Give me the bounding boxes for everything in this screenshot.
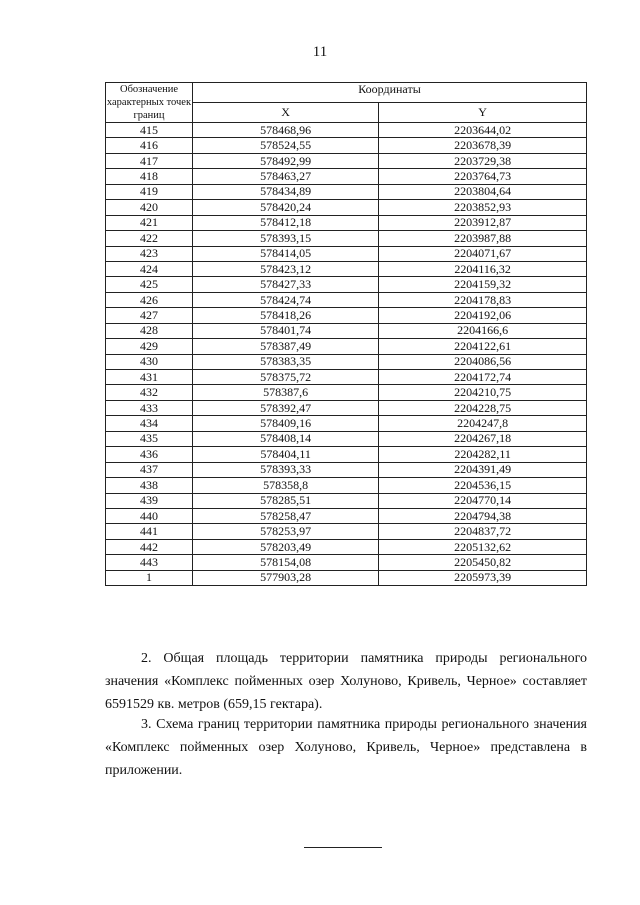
x-cell: 578492,99	[193, 153, 379, 168]
x-cell: 578387,49	[193, 339, 379, 354]
y-cell: 2203644,02	[379, 123, 587, 138]
point-cell: 430	[106, 354, 193, 369]
y-cell: 2204192,06	[379, 308, 587, 323]
table-row	[106, 292, 587, 307]
x-cell: 578412,18	[193, 215, 379, 230]
y-cell: 2205450,82	[379, 555, 587, 570]
table-row	[106, 138, 587, 153]
table-row	[106, 339, 587, 354]
point-cell: 442	[106, 539, 193, 554]
page-number: 11	[312, 44, 328, 60]
y-cell: 2204247,8	[379, 416, 587, 431]
point-cell: 424	[106, 261, 193, 276]
table-row	[106, 246, 587, 261]
x-cell: 578253,97	[193, 524, 379, 539]
y-cell: 2204391,49	[379, 462, 587, 477]
table-row	[106, 277, 587, 292]
closing-rule	[304, 847, 382, 848]
x-cell: 578404,11	[193, 447, 379, 462]
x-cell: 578408,14	[193, 431, 379, 446]
point-cell: 443	[106, 555, 193, 570]
header-y: Y	[379, 103, 587, 123]
table-row	[106, 323, 587, 338]
table-row	[106, 370, 587, 385]
point-cell: 426	[106, 292, 193, 307]
x-cell: 577903,28	[193, 570, 379, 585]
y-cell: 2204267,18	[379, 431, 587, 446]
table-row	[106, 123, 587, 138]
point-cell: 422	[106, 231, 193, 246]
point-cell: 436	[106, 447, 193, 462]
table-row	[106, 385, 587, 400]
y-cell: 2204071,67	[379, 246, 587, 261]
x-cell: 578258,47	[193, 508, 379, 523]
table-row	[106, 354, 587, 369]
table-row	[106, 169, 587, 184]
table-row	[106, 431, 587, 446]
point-cell: 438	[106, 478, 193, 493]
header-point-label: Обозначение характерных точек границ	[106, 84, 192, 121]
table-row	[106, 462, 587, 477]
y-cell: 2204837,72	[379, 524, 587, 539]
point-cell: 439	[106, 493, 193, 508]
x-cell: 578463,27	[193, 169, 379, 184]
y-cell: 2204770,14	[379, 493, 587, 508]
table-row	[106, 153, 587, 168]
y-cell: 2204536,15	[379, 478, 587, 493]
paragraph-boundary-scheme	[105, 713, 587, 782]
y-cell: 2203678,39	[379, 138, 587, 153]
y-cell: 2204159,32	[379, 277, 587, 292]
table-row	[106, 400, 587, 415]
point-cell: 417	[106, 153, 193, 168]
point-cell: 418	[106, 169, 193, 184]
point-cell: 423	[106, 246, 193, 261]
point-cell: 416	[106, 138, 193, 153]
y-cell: 2204794,38	[379, 508, 587, 523]
table-row	[106, 539, 587, 554]
y-cell: 2204116,32	[379, 261, 587, 276]
point-cell: 432	[106, 385, 193, 400]
table-row	[106, 524, 587, 539]
point-cell: 427	[106, 308, 193, 323]
point-cell: 428	[106, 323, 193, 338]
y-cell: 2204282,11	[379, 447, 587, 462]
y-cell: 2205973,39	[379, 570, 587, 585]
x-cell: 578423,12	[193, 261, 379, 276]
x-cell: 578409,16	[193, 416, 379, 431]
point-cell: 434	[106, 416, 193, 431]
point-cell: 425	[106, 277, 193, 292]
y-cell: 2204228,75	[379, 400, 587, 415]
x-cell: 578427,33	[193, 277, 379, 292]
point-cell: 431	[106, 370, 193, 385]
paragraph-total-area	[105, 647, 587, 716]
table-row	[106, 508, 587, 523]
table-row	[106, 231, 587, 246]
point-cell: 435	[106, 431, 193, 446]
table-row	[106, 200, 587, 215]
point-cell: 420	[106, 200, 193, 215]
table-row	[106, 555, 587, 570]
point-cell: 421	[106, 215, 193, 230]
point-cell: 440	[106, 508, 193, 523]
x-cell: 578424,74	[193, 292, 379, 307]
y-cell: 2204172,74	[379, 370, 587, 385]
x-cell: 578418,26	[193, 308, 379, 323]
x-cell: 578285,51	[193, 493, 379, 508]
coordinates-table	[105, 82, 587, 586]
x-cell: 578375,72	[193, 370, 379, 385]
x-cell: 578203,49	[193, 539, 379, 554]
point-cell: 433	[106, 400, 193, 415]
table-row	[106, 215, 587, 230]
paragraph-total-area-text: 2. Общая площадь территории памятника природы регионального значения «Комплекс пойменных озер Холуново, Кривель, Черное» составляет 6591529 кв. метров (659,15 гектара).	[105, 651, 587, 712]
y-cell: 2204166,6	[379, 323, 587, 338]
table-row	[106, 261, 587, 276]
point-cell: 441	[106, 524, 193, 539]
x-cell: 578387,6	[193, 385, 379, 400]
point-cell: 415	[106, 123, 193, 138]
x-cell: 578358,8	[193, 478, 379, 493]
header-x: X	[193, 103, 379, 123]
header-coordinates: Координаты	[193, 83, 587, 103]
table-row	[106, 308, 587, 323]
y-cell: 2204178,83	[379, 292, 587, 307]
point-cell: 429	[106, 339, 193, 354]
x-cell: 578393,15	[193, 231, 379, 246]
paragraph-boundary-scheme-text: 3. Схема границ территории памятника природы регионального значения «Комплекс пойменных озер Холуново, Кривель, Черное» представлена в приложении.	[105, 717, 587, 778]
y-cell: 2203764,73	[379, 169, 587, 184]
x-cell: 578414,05	[193, 246, 379, 261]
x-cell: 578524,55	[193, 138, 379, 153]
x-cell: 578420,24	[193, 200, 379, 215]
table-row	[106, 478, 587, 493]
point-cell: 1	[106, 570, 193, 585]
point-cell: 419	[106, 184, 193, 199]
table-row	[106, 184, 587, 199]
point-cell: 437	[106, 462, 193, 477]
y-cell: 2204086,56	[379, 354, 587, 369]
x-cell: 578393,33	[193, 462, 379, 477]
y-cell: 2203852,93	[379, 200, 587, 215]
x-cell: 578383,35	[193, 354, 379, 369]
x-cell: 578434,89	[193, 184, 379, 199]
y-cell: 2203987,88	[379, 231, 587, 246]
table-row	[106, 570, 587, 585]
x-cell: 578401,74	[193, 323, 379, 338]
table-row	[106, 447, 587, 462]
x-cell: 578154,08	[193, 555, 379, 570]
y-cell: 2204122,61	[379, 339, 587, 354]
y-cell: 2203729,38	[379, 153, 587, 168]
y-cell: 2203912,87	[379, 215, 587, 230]
x-cell: 578468,96	[193, 123, 379, 138]
y-cell: 2203804,64	[379, 184, 587, 199]
table-row	[106, 493, 587, 508]
x-cell: 578392,47	[193, 400, 379, 415]
table-row	[106, 416, 587, 431]
y-cell: 2205132,62	[379, 539, 587, 554]
y-cell: 2204210,75	[379, 385, 587, 400]
